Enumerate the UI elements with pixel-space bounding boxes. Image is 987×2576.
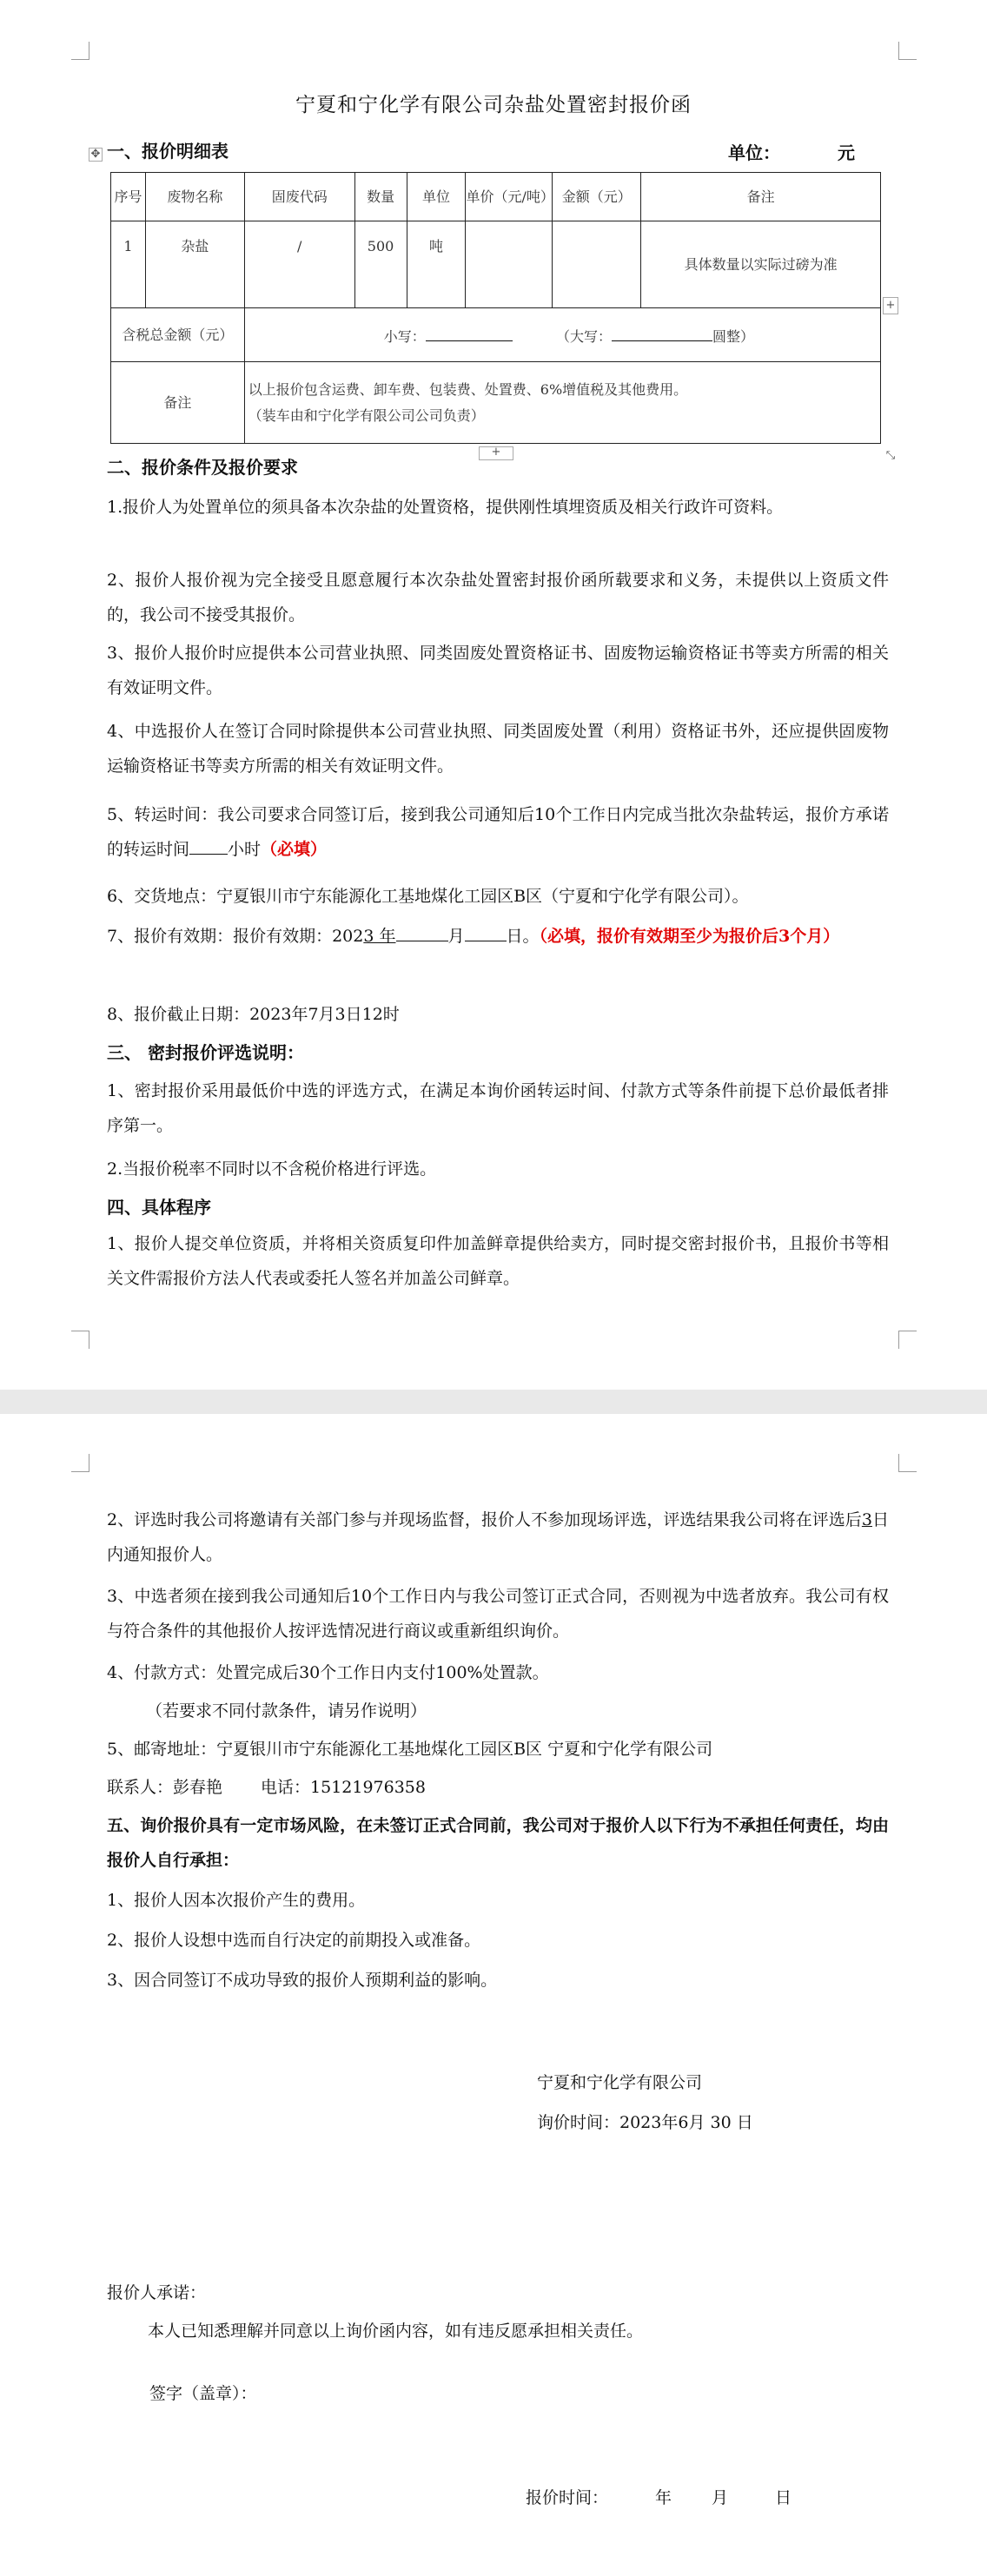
quote-table [110, 172, 881, 444]
paragraph [107, 1770, 889, 1805]
year-label: 年 [655, 2488, 672, 2507]
total-small-label: 小写： [383, 328, 426, 345]
paragraph: 1、报价人因本次报价产生的费用。 [107, 1891, 366, 1910]
total-small-blank[interactable] [426, 321, 513, 341]
note-row [111, 362, 881, 444]
validity-month-blank[interactable] [396, 921, 448, 941]
table-row [111, 221, 881, 308]
margin-mark [898, 1454, 917, 1472]
text: 7、报价有效期：报价有效期：202 [107, 927, 364, 946]
section-2-heading: 二、报价条件及报价要求 [107, 457, 298, 478]
header-cell: 单价（元/吨） [466, 173, 553, 221]
month-label: 月 [712, 2488, 729, 2507]
move-handle-icon[interactable]: ✥ [89, 148, 103, 162]
text: 日内通知报价人。 [107, 1510, 889, 1564]
header-cell: 废物名称 [145, 173, 244, 221]
paragraph: 8、报价截止日期：2023年7月3日12时 [107, 1005, 400, 1024]
unit-price-cell[interactable] [466, 221, 553, 308]
signer-company: 宁夏和宁化学有限公司 [537, 2073, 703, 2092]
signature-label[interactable]: 签字（盖章）： [149, 2384, 257, 2403]
validity-day-blank[interactable] [465, 921, 507, 941]
total-label: 含税总金额（元） [111, 308, 245, 362]
note-cell [244, 362, 880, 444]
section-5-heading: 五、询价报价具有一定市场风险，在未签订正式合同前，我公司对于报价人以下行为不承担任何责任，均由报价人自行承担： [107, 1816, 889, 1870]
header-cell: 固废代码 [244, 173, 354, 221]
paragraph: 6、交货地点：宁夏银川市宁东能源化工基地煤化工园区B区（宁夏和宁化学有限公司）。 [107, 887, 749, 906]
total-value-cell[interactable] [244, 308, 880, 362]
text: 5、转运时间：我公司要求合同签订后，接到我公司通知后10个工作日内完成当批次杂盐转运，报价方承诺的转运时间 [107, 805, 889, 859]
total-big-label: （大写： [556, 328, 613, 345]
paragraph: 3、中选者须在接到我公司通知后10个工作日内与我公司签订正式合同，否则视为中选者放弃。我公司有权与符合条件的其他报价人按评选情况进行商议或重新组织询价。 [107, 1587, 889, 1641]
unit-value: 元 [838, 142, 855, 163]
transfer-time-blank[interactable] [189, 835, 228, 855]
table-header-row [111, 173, 881, 221]
margin-mark [71, 42, 89, 60]
paragraph [107, 1503, 889, 1572]
text: 2、评选时我公司将邀请有关部门参与并现场监督，报价人不参加现场评选，评选结果我公司将在评选后 [107, 1510, 862, 1529]
paragraph: 3、因合同签订不成功导致的报价人预期利益的影响。 [107, 1971, 498, 1990]
document-page-2 [0, 1414, 987, 2576]
header-cell: 金额（元） [553, 173, 641, 221]
inquiry-date: 询价时间：2023年6月 30 日 [537, 2113, 753, 2132]
unit-label: 单位： [728, 142, 780, 163]
contact-phone: 电话：15121976358 [261, 1778, 426, 1797]
paragraph: 2.当报价税率不同时以不含税价格进行评选。 [107, 1159, 437, 1179]
paragraph [107, 919, 889, 954]
contact-person: 联系人：彭春艳 [107, 1778, 223, 1797]
header-cell: 备注 [641, 173, 881, 221]
total-big-end: 圆整） [712, 328, 755, 345]
unit-label-row [728, 139, 855, 164]
notify-days: 3 [861, 1510, 872, 1529]
remark-cell[interactable]: 具体数量以实际过磅为准 [641, 221, 881, 308]
paragraph: （若要求不同付款条件，请另作说明） [146, 1701, 427, 1721]
paragraph: 4、付款方式：处置完成后30个工作日内支付100%处置款。 [107, 1663, 549, 1682]
section-3-heading: 三、 密封报价评选说明： [107, 1042, 304, 1063]
add-row-icon[interactable]: + [479, 446, 513, 460]
commitment-text: 本人已知悉理解并同意以上询价函内容，如有违反愿承担相关责任。 [148, 2322, 644, 2341]
header-cell: 单位 [407, 173, 466, 221]
paragraph: 2、报价人报价视为完全接受且愿意履行本次杂盐处置密封报价函所载要求和义务，未提供以上资质文件的，我公司不接受其报价。 [107, 571, 889, 624]
add-column-icon[interactable]: + [883, 297, 898, 314]
quote-time-label: 报价时间： [526, 2488, 609, 2507]
table-cell[interactable]: 500 [354, 221, 407, 308]
text: 月 [447, 927, 465, 946]
text: 。 [522, 927, 540, 946]
required-note: （必填，报价有效期至少为报价后3个月） [539, 927, 840, 946]
amount-cell[interactable] [553, 221, 641, 308]
paragraph: 2、报价人设想中选而自行决定的前期投入或准备。 [107, 1931, 481, 1950]
validity-year[interactable]: 3 年 [363, 927, 396, 946]
table-cell[interactable]: 吨 [407, 221, 466, 308]
margin-mark [898, 42, 917, 60]
total-big-blank[interactable] [612, 321, 712, 341]
document-title: 宁夏和宁化学有限公司杂盐处置密封报价函 [295, 94, 692, 116]
resize-handle-icon[interactable]: ⤡ [885, 449, 896, 462]
margin-mark [71, 1454, 89, 1472]
header-cell: 数量 [354, 173, 407, 221]
total-row [111, 308, 881, 362]
table-cell[interactable]: 杂盐 [145, 221, 244, 308]
section-1-heading: 一、报价明细表 [107, 141, 229, 162]
margin-mark [898, 1331, 917, 1349]
table-cell[interactable]: 1 [111, 221, 146, 308]
quote-time-row[interactable] [526, 2480, 899, 2515]
day-label: 日 [775, 2488, 792, 2507]
commitment-label: 报价人承诺： [107, 2283, 207, 2302]
paragraph [107, 797, 889, 867]
header-cell: 序号 [111, 173, 146, 221]
paragraph: 1、报价人提交单位资质，并将相关资质复印件加盖鲜章提供给卖方，同时提交密封报价书，且报价书等相关文件需报价方法人代表或委托人签名并加盖公司鲜章。 [107, 1234, 889, 1288]
text: 小时 [228, 840, 262, 859]
section-4-heading: 四、具体程序 [107, 1197, 211, 1218]
paragraph: 5、邮寄地址：宁夏银川市宁东能源化工基地煤化工园区B区 宁夏和宁化学有限公司 [107, 1740, 713, 1759]
table-cell[interactable]: / [244, 221, 354, 308]
note-line-1: 以上报价包含运费、卸车费、包装费、处置费、6%增值税及其他费用。 [248, 380, 688, 398]
text: 日 [506, 927, 523, 946]
required-note: （必填） [261, 840, 328, 859]
note-label: 备注 [111, 362, 245, 444]
paragraph: 1.报价人为处置单位的须具备本次杂盐的处置资格，提供刚性填埋资质及相关行政许可资料。 [107, 498, 784, 517]
margin-mark [71, 1331, 89, 1349]
paragraph: 1、密封报价采用最低价中选的评选方式，在满足本询价函转运时间、付款方式等条件前提下总价最低者排序第一。 [107, 1081, 889, 1135]
paragraph: 3、报价人报价时应提供本公司营业执照、同类固废处置资格证书、固废物运输资格证书等卖方所需的相关有效证明文件。 [107, 644, 889, 697]
paragraph: 4、中选报价人在签订合同时除提供本公司营业执照、同类固废处置（利用）资格证书外，还应提供固废物运输资格证书等卖方所需的相关有效证明文件。 [107, 722, 889, 776]
note-line-2: （装车由和宁化学有限公司公司负责） [248, 406, 485, 424]
